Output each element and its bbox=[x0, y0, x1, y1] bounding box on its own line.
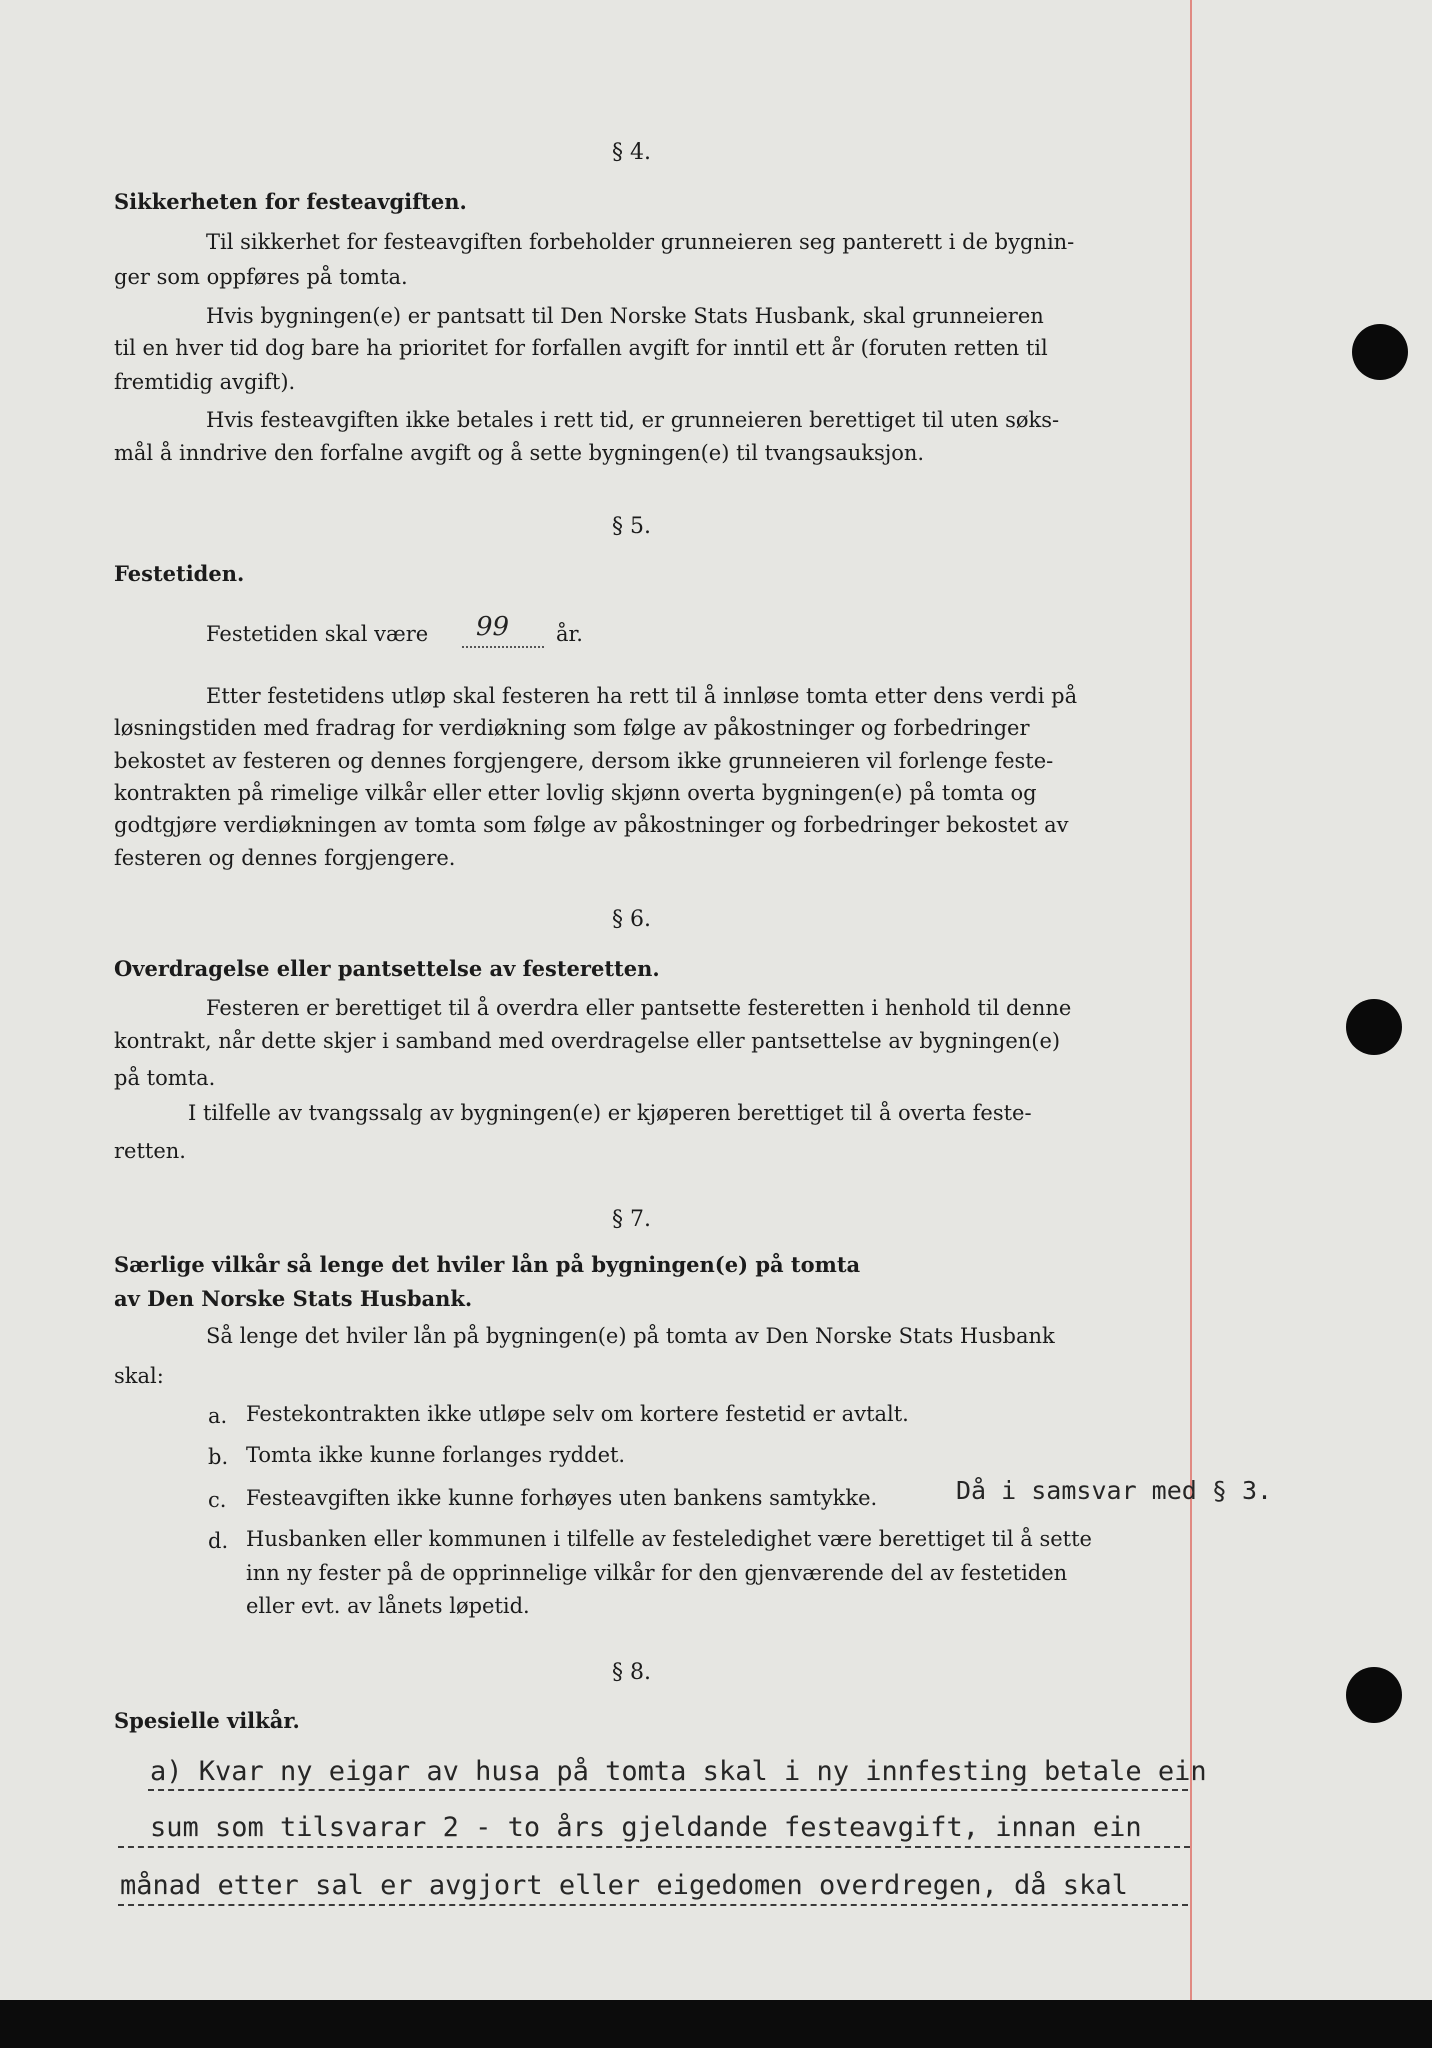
typed-underline bbox=[118, 1846, 1190, 1848]
list-item: Festekontrakten ikke utløpe selv om kortere festetid er avtalt. bbox=[246, 1402, 909, 1426]
body-line: Hvis festeavgiften ikke betales i rett tid, er grunneieren berettiget til uten søks- bbox=[206, 408, 1060, 432]
scan-bottom-edge bbox=[0, 2000, 1432, 2048]
body-line: fremtidig avgift). bbox=[114, 370, 296, 394]
list-letter: b. bbox=[208, 1445, 229, 1469]
body-line: kontrakten på rimelige vilkår eller etter lovlig skjønn overta bygningen(e) på tomta og bbox=[114, 781, 1037, 805]
section-number: § 4. bbox=[612, 140, 651, 165]
body-line: Så lenge det hviler lån på bygningen(e) på tomta av Den Norske Stats Husbank bbox=[206, 1324, 1055, 1348]
body-line: på tomta. bbox=[114, 1066, 216, 1090]
list-item: Husbanken eller kommunen i tilfelle av festeledighet være berettiget til å sette bbox=[246, 1527, 1092, 1551]
body-line: Til sikkerhet for festeavgiften forbeholder grunneieren seg panterett i de bygnin- bbox=[206, 230, 1075, 254]
section-heading: Spesielle vilkår. bbox=[114, 1708, 300, 1733]
section-number: § 7. bbox=[612, 1207, 651, 1232]
body-line: retten. bbox=[114, 1139, 186, 1163]
body-line: til en hver tid dog bare ha prioritet for forfallen avgift for inntil ett år (foruten retten til bbox=[114, 336, 1048, 360]
section-heading: Overdragelse eller pantsettelse av festeretten. bbox=[114, 956, 660, 981]
list-item: Tomta ikke kunne forlanges ryddet. bbox=[246, 1443, 626, 1467]
red-margin-line bbox=[1190, 0, 1192, 2000]
body-line: kontrakt, når dette skjer i samband med overdragelse eller pantsettelse av bygningen(e) bbox=[114, 1029, 1061, 1053]
body-line: Festeren er berettiget til å overdra eller pantsette festeretten i henhold til denne bbox=[206, 996, 1072, 1020]
section-number: § 8. bbox=[612, 1660, 651, 1685]
section-heading: Særlige vilkår så lenge det hviler lån på bygningen(e) på tomta bbox=[114, 1252, 861, 1277]
body-line: I tilfelle av tvangssalg av bygningen(e) er kjøperen berettiget til å overta feste- bbox=[188, 1101, 1032, 1125]
body-line: Hvis bygningen(e) er pantsatt til Den Norske Stats Husbank, skal grunneieren bbox=[206, 304, 1044, 328]
body-line: godtgjøre verdiøkningen av tomta som følge av påkostninger og forbedringer bekostet av bbox=[114, 813, 1069, 837]
section-number: § 6. bbox=[612, 907, 651, 932]
body-line: skal: bbox=[114, 1364, 164, 1388]
section-heading: av Den Norske Stats Husbank. bbox=[114, 1286, 473, 1311]
list-letter: d. bbox=[208, 1529, 229, 1553]
list-letter: c. bbox=[208, 1488, 227, 1512]
typed-line: månad etter sal er avgjort eller eigedomen overdregen, då skal bbox=[120, 1870, 1128, 1901]
typed-line: sum som tilsvarar 2 - to års gjeldande festeavgift, innan ein bbox=[150, 1812, 1142, 1843]
body-line: bekostet av festeren og dennes forgjengere, dersom ikke grunneieren vil forlenge feste- bbox=[114, 749, 1054, 773]
list-item: Festeavgiften ikke kunne forhøyes uten bankens samtykke. bbox=[246, 1486, 878, 1510]
body-line: mål å inndrive den forfalne avgift og å sette bygningen(e) til tvangsauksjon. bbox=[114, 441, 925, 465]
punch-hole bbox=[1346, 1667, 1402, 1723]
term-suffix: år. bbox=[556, 622, 583, 646]
punch-hole bbox=[1346, 999, 1402, 1055]
term-blank-line bbox=[462, 646, 544, 648]
body-line: løsningstiden med fradrag for verdiøkning som følge av påkostninger og forbedringer bbox=[114, 716, 1030, 740]
typed-underline bbox=[148, 1789, 1188, 1791]
list-item-continued: inn ny fester på de opprinnelige vilkår for den gjenværende del av festetiden bbox=[246, 1561, 1068, 1585]
punch-hole bbox=[1352, 324, 1408, 380]
list-letter: a. bbox=[208, 1404, 228, 1428]
term-value-handwritten: 99 bbox=[476, 612, 510, 642]
term-prefix: Festetiden skal være bbox=[206, 622, 429, 646]
typed-addition: Då i samsvar med § 3. bbox=[956, 1476, 1273, 1505]
body-line: ger som oppføres på tomta. bbox=[114, 265, 408, 289]
typed-line: a) Kvar ny eigar av husa på tomta skal i ny innfesting betale ein bbox=[150, 1756, 1207, 1787]
list-item-continued: eller evt. av lånets løpetid. bbox=[246, 1594, 530, 1618]
body-line: festeren og dennes forgjengere. bbox=[114, 846, 456, 870]
section-heading: Sikkerheten for festeavgiften. bbox=[114, 189, 467, 214]
section-heading: Festetiden. bbox=[114, 561, 245, 586]
typed-underline bbox=[118, 1904, 1188, 1906]
section-number: § 5. bbox=[612, 514, 651, 539]
body-line: Etter festetidens utløp skal festeren ha rett til å innløse tomta etter dens verdi på bbox=[206, 684, 1078, 708]
